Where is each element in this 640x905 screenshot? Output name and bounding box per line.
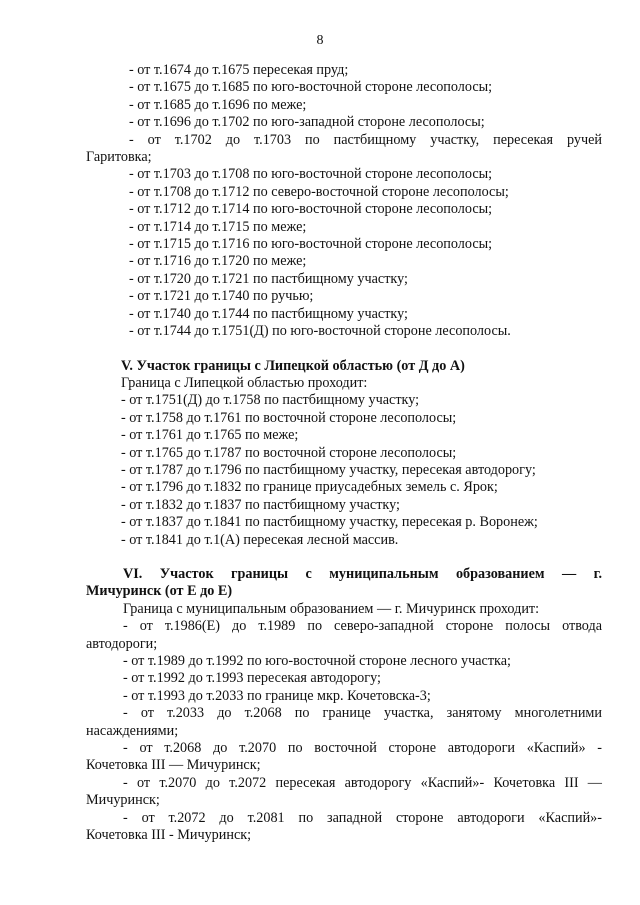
boundary-segment-wrapped: - от т.2070 до т.2072 пересекая автодорогу «Каспий»- Кочетовка III — [123, 774, 602, 791]
section-heading-v: V. Участок границы с Липецкой областью (от Д до А) [121, 357, 465, 374]
boundary-segment: - от т.1740 до т.1744 по пастбищному участку; [129, 305, 408, 322]
section-intro: Граница с муниципальным образованием — г. Мичуринск проходит: [123, 600, 540, 617]
boundary-segment: - от т.1751(Д) до т.1758 по пастбищному участку; [121, 392, 420, 409]
boundary-segment-wrapped: - от т.2072 до т.2081 по западной стороне автодороги «Каспий»- [123, 809, 602, 826]
boundary-segment: - от т.1675 до т.1685 по юго-восточной стороне лесополосы; [129, 79, 493, 96]
boundary-segment: - от т.1761 до т.1765 по меже; [121, 427, 299, 444]
section-intro: Граница с Липецкой областью проходит: [121, 374, 368, 391]
section-heading-vi: VI. Участок границы с муниципальным образованием — г. [123, 565, 602, 582]
boundary-segment-continuation: насаждениями; [86, 722, 179, 739]
boundary-segment: - от т.1989 до т.1992 по юго-восточной стороне лесного участка; [123, 653, 511, 669]
boundary-segment: - от т.1765 до т.1787 по восточной стороне лесополосы; [121, 444, 457, 461]
boundary-segment: - от т.1715 до т.1716 по юго-восточной стороне лесополосы; [129, 236, 493, 253]
boundary-segment: - от т.1703 до т.1708 по юго-восточной стороне лесополосы; [129, 166, 493, 183]
boundary-segment: - от т.1712 до т.1714 по юго-восточной стороне лесополосы; [129, 201, 493, 218]
boundary-segment: - от т.1674 до т.1675 пересекая пруд; [129, 62, 349, 78]
boundary-segment-wrapped: - от т.1702 до т.1703 по пастбищному участку, пересекая ручей [129, 131, 602, 148]
boundary-segment-continuation: автодороги; [86, 635, 158, 652]
boundary-segment: - от т.1841 до т.1(А) пересекая лесной массив. [121, 531, 399, 548]
boundary-segment: - от т.1720 до т.1721 по пастбищному участку; [129, 270, 408, 287]
boundary-segment: - от т.1708 до т.1712 по северо-восточной стороне лесополосы; [129, 183, 509, 200]
boundary-segment: - от т.1992 до т.1993 пересекая автодорогу; [123, 670, 381, 687]
boundary-segment-continuation: Кочетовка III — Мичуринск; [86, 757, 261, 774]
page-number: 8 [316, 33, 324, 48]
boundary-segment: - от т.1685 до т.1696 по меже; [129, 96, 307, 113]
boundary-segment-continuation: Мичуринск; [86, 792, 160, 809]
boundary-segment: - от т.1714 до т.1715 по меже; [129, 218, 307, 235]
boundary-segment: - от т.1721 до т.1740 по ручью; [129, 288, 314, 305]
boundary-segment: - от т.1696 до т.1702 по юго-западной стороне лесополосы; [129, 114, 485, 131]
boundary-segment-wrapped: - от т.1986(Е) до т.1989 по северо-западной стороне полосы отвода [123, 618, 602, 635]
boundary-segment: - от т.1832 до т.1837 по пастбищному участку; [121, 496, 400, 513]
boundary-segment: - от т.1993 до т.2033 по границе мкр. Кочетовска-3; [123, 687, 431, 704]
document-body [86, 62, 602, 844]
boundary-segment-wrapped: - от т.2033 до т.2068 по границе участка, занятому многолетними [123, 705, 602, 722]
boundary-segment-continuation: Кочетовка III - Мичуринск; [86, 827, 252, 844]
boundary-segment: - от т.1744 до т.1751(Д) по юго-восточной стороне лесополосы. [129, 323, 511, 340]
boundary-segment-wrapped: - от т.2068 до т.2070 по восточной стороне автодороги «Каспий» - [123, 740, 602, 757]
section-heading-vi-continuation: Мичуринск (от Е до Е) [86, 583, 233, 600]
boundary-segment-continuation: Гаритовка; [86, 149, 152, 166]
boundary-segment: - от т.1787 до т.1796 по пастбищному участку, пересекая автодорогу; [121, 461, 536, 478]
boundary-segment: - от т.1796 до т.1832 по границе приусадебных земель с. Ярок; [121, 479, 498, 496]
boundary-segment: - от т.1758 до т.1761 по восточной стороне лесополосы; [121, 409, 457, 426]
boundary-segment: - от т.1837 до т.1841 по пастбищному участку, пересекая р. Воронеж; [121, 514, 538, 531]
boundary-segment: - от т.1716 до т.1720 по меже; [129, 253, 307, 270]
